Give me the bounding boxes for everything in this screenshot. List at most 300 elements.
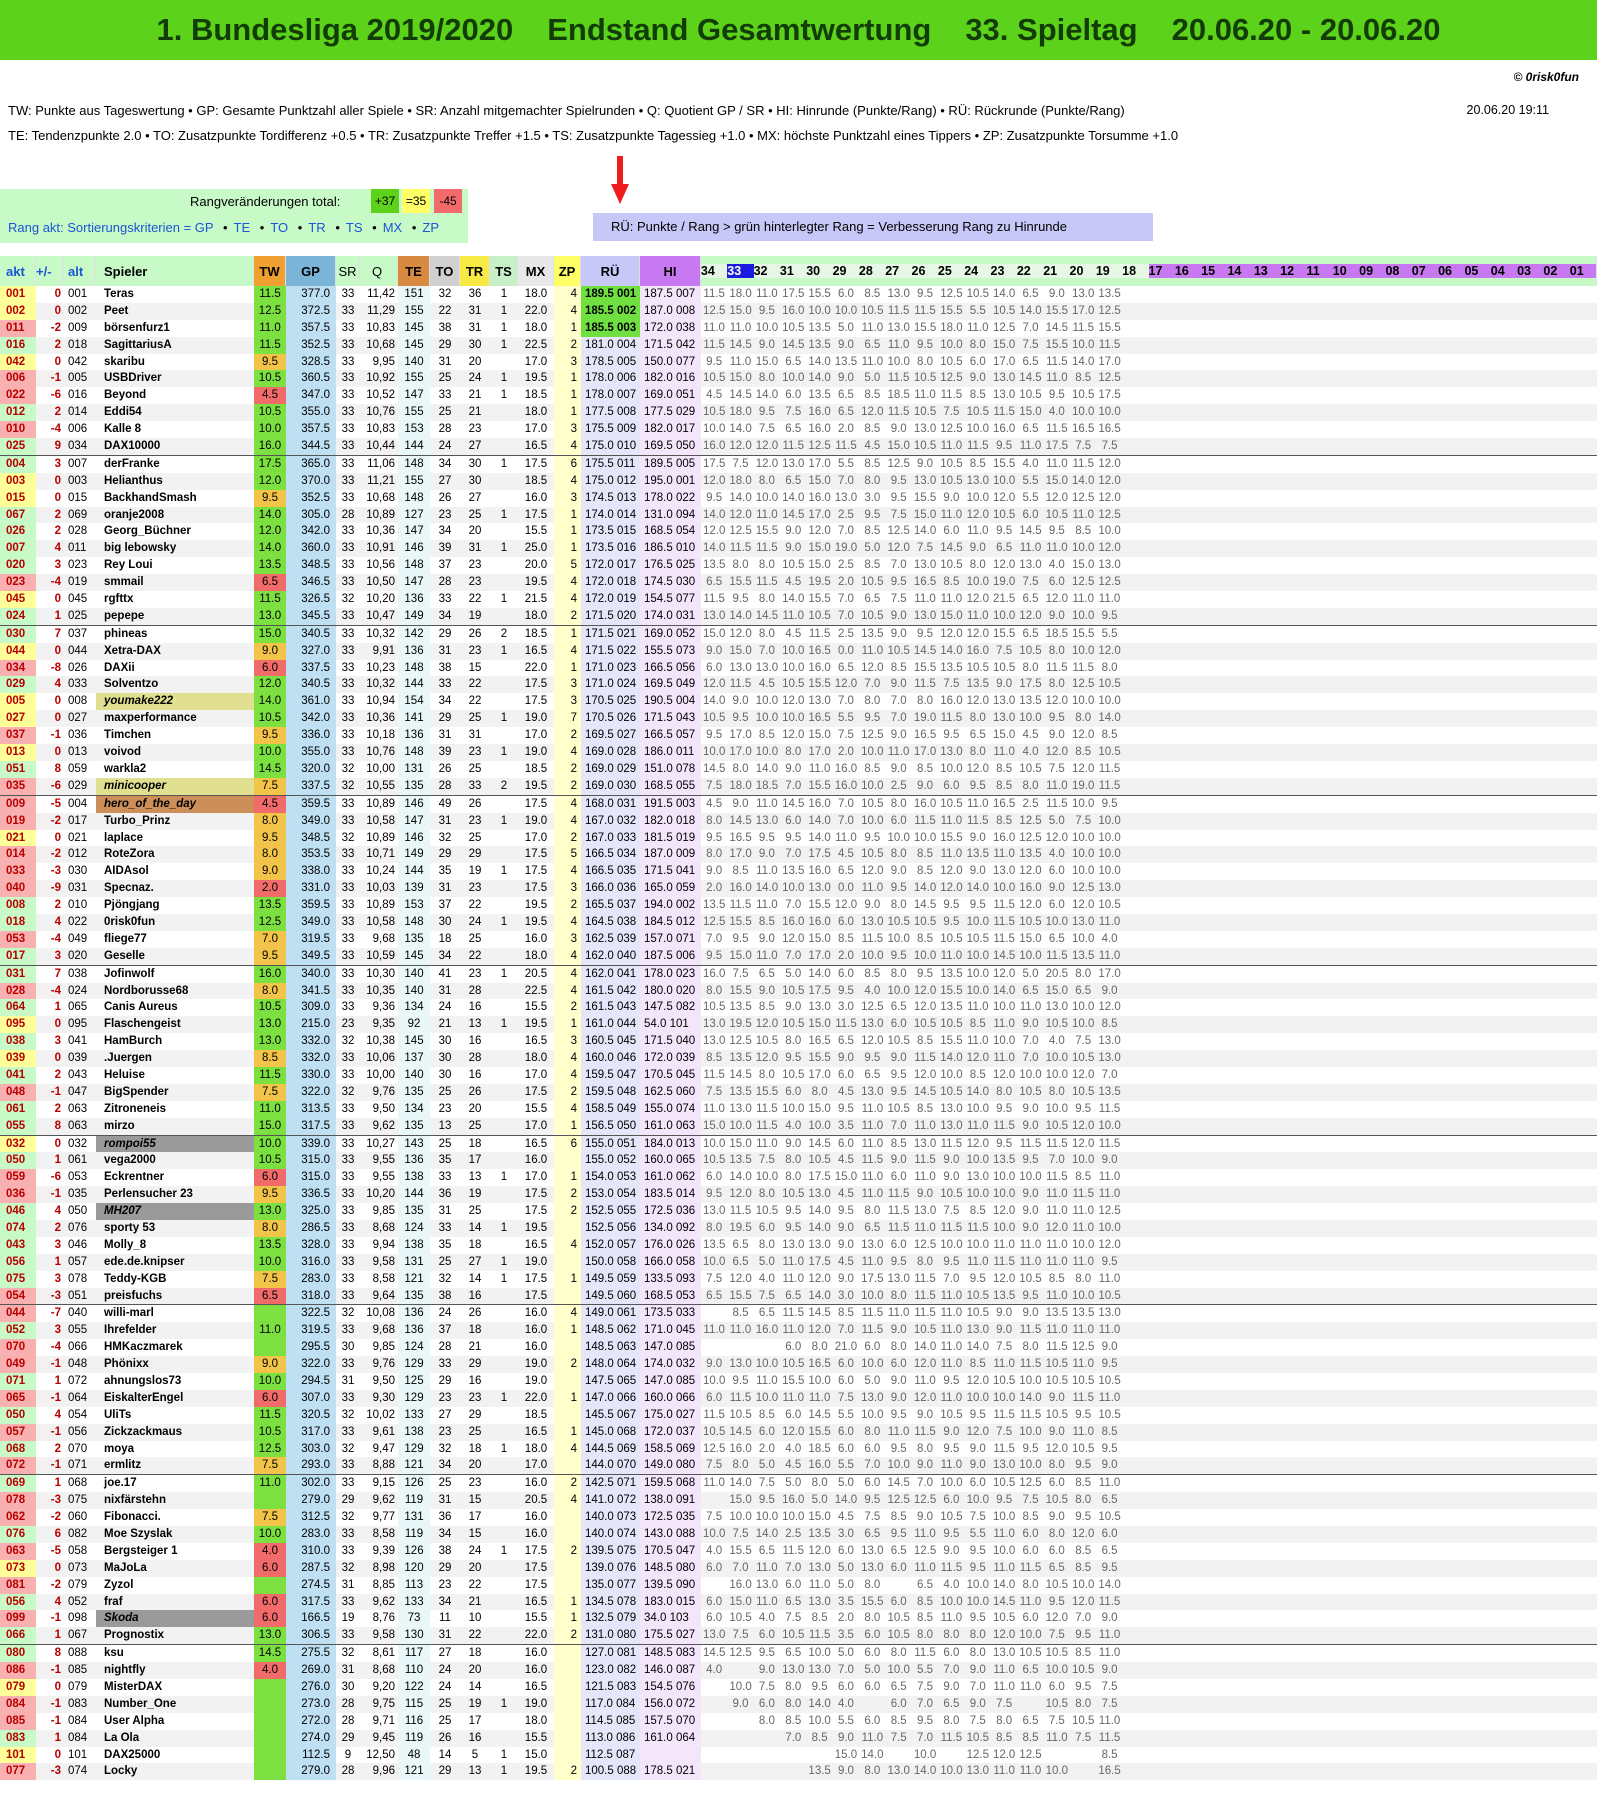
- quotient: 8,68: [372, 1664, 395, 1677]
- matchday-cell: [1202, 744, 1228, 761]
- player-name[interactable]: Xetra-DAX: [104, 644, 161, 657]
- player-name[interactable]: DAX10000: [104, 440, 161, 453]
- max-points: 19.5: [524, 779, 548, 792]
- col-matchday-02[interactable]: 02: [1543, 264, 1569, 278]
- matchday-cell: [1334, 1254, 1360, 1271]
- col-alt[interactable]: alt: [64, 256, 96, 286]
- matchday-cell: 6.0: [837, 1544, 854, 1557]
- matchday-cell: 7.5: [758, 423, 775, 436]
- player-name[interactable]: willi-marl: [104, 1307, 154, 1320]
- col-matchday-07[interactable]: 07: [1412, 264, 1438, 278]
- rank-current: 012: [0, 404, 36, 421]
- player-name[interactable]: Beyond: [104, 389, 147, 402]
- col-matchday-11[interactable]: 11: [1306, 264, 1332, 278]
- player-name[interactable]: maxperformance: [104, 712, 197, 725]
- player-name[interactable]: Turbo_Prinz: [104, 814, 171, 827]
- player-name[interactable]: Molly_8: [104, 1238, 147, 1251]
- col-ru[interactable]: RÜ: [581, 256, 640, 286]
- player-name[interactable]: Flaschengeist: [104, 1018, 181, 1031]
- player-name[interactable]: MH207: [96, 1203, 254, 1220]
- player-name[interactable]: voivod: [104, 746, 142, 759]
- matchday-cell: [1228, 320, 1254, 337]
- matchday-cell: [1123, 303, 1149, 320]
- player-name[interactable]: Skoda: [96, 1610, 254, 1627]
- player-name[interactable]: sporty 53: [104, 1221, 156, 1234]
- player-name[interactable]: vega2000: [104, 1154, 156, 1167]
- col-matchday-19[interactable]: 19: [1096, 264, 1122, 278]
- col-matchday-17[interactable]: 17: [1149, 264, 1175, 278]
- matchday-cell: [1281, 1662, 1307, 1679]
- col-matchday-30[interactable]: 30: [806, 264, 832, 278]
- matchday-cell: 12.0: [1045, 491, 1069, 504]
- rounds: 33: [341, 814, 355, 827]
- quotient: 9,45: [372, 1731, 395, 1744]
- matchday-cell: [1255, 1136, 1281, 1153]
- player-name[interactable]: Jofinwolf: [104, 967, 155, 980]
- player-name[interactable]: youmake222: [96, 693, 254, 710]
- matchday-cell: [1334, 1509, 1360, 1526]
- col-matchday-06[interactable]: 06: [1438, 264, 1464, 278]
- matchday-cell: [1571, 676, 1597, 693]
- player-name[interactable]: pepepe: [104, 609, 145, 622]
- matchday-cell: 10.5: [1072, 1052, 1095, 1065]
- col-te[interactable]: TE: [398, 256, 430, 286]
- tendency-points: 124: [398, 1220, 430, 1237]
- matchday-cell: [1413, 1645, 1439, 1662]
- player-name[interactable]: Heluise: [104, 1068, 145, 1081]
- col-tr[interactable]: TR: [460, 256, 490, 286]
- player-name[interactable]: Helianthus: [104, 474, 163, 487]
- tendency-points: 138: [398, 1237, 430, 1254]
- player-name[interactable]: moya: [104, 1442, 135, 1455]
- matchday-cell: [1360, 354, 1386, 371]
- player-name[interactable]: AIDAsol: [104, 865, 149, 878]
- matchday-cell: 2.0: [837, 423, 854, 436]
- matchday-cell: [1307, 1169, 1333, 1186]
- matchday-cell: [1492, 1475, 1518, 1492]
- col-matchday-25[interactable]: 25: [938, 264, 964, 278]
- matchday-cell: 10.5: [1072, 1714, 1095, 1727]
- player-name[interactable]: Georg_Büchner: [104, 525, 191, 538]
- matchday-cell: [1334, 744, 1360, 761]
- matchday-cell: [1281, 1254, 1307, 1271]
- matchday-cell: 7.0: [837, 695, 854, 708]
- player-name[interactable]: Eckrentner: [104, 1171, 165, 1184]
- col-matchday-15[interactable]: 15: [1201, 264, 1227, 278]
- max-points: 16.5: [524, 440, 548, 453]
- col-matchday-28[interactable]: 28: [859, 264, 885, 278]
- matchday-cell: 11.0: [1072, 1358, 1094, 1371]
- col-matchday-16[interactable]: 16: [1175, 264, 1201, 278]
- col-matchday-34[interactable]: 34: [701, 264, 727, 278]
- matchday-cell: 11.0: [967, 525, 989, 538]
- player-name[interactable]: Moe Szyslak: [104, 1528, 173, 1541]
- matchday-cell: [1439, 966, 1465, 983]
- col-matchday-05[interactable]: 05: [1464, 264, 1490, 278]
- total-points: 328.5: [286, 354, 336, 371]
- player-name[interactable]: ede.de.knipser: [104, 1255, 185, 1268]
- matchday-cell: 6.5: [837, 865, 854, 878]
- quotient: 10,68: [366, 491, 395, 504]
- player-name[interactable]: preisfuchs: [104, 1289, 163, 1302]
- day-win-points: [490, 1492, 518, 1509]
- matchday-cell: [1149, 796, 1175, 813]
- col-matchday-31[interactable]: 31: [780, 264, 806, 278]
- matchday-cell: [1545, 643, 1571, 660]
- matchday-cell: 14.5: [992, 1595, 1016, 1608]
- matchday-cell: [1334, 1577, 1360, 1594]
- rank-current: 083: [0, 1730, 36, 1747]
- col-change[interactable]: +/-: [36, 256, 64, 286]
- player-name[interactable]: oranje2008: [104, 508, 165, 521]
- player-name[interactable]: Zitroneneis: [104, 1102, 166, 1115]
- col-sr[interactable]: SR: [336, 256, 360, 286]
- matchday-cell: [1175, 914, 1201, 931]
- matchday-cell: 11.0: [1046, 1205, 1068, 1218]
- matchday-cell: 17.0: [1098, 355, 1121, 368]
- player-name[interactable]: nixfärstehn: [104, 1494, 166, 1507]
- player-name[interactable]: HamBurch: [104, 1035, 163, 1048]
- player-name[interactable]: Solventzo: [104, 678, 159, 691]
- player-name[interactable]: MaJoLa: [104, 1561, 147, 1574]
- player-name[interactable]: hero_of_the_day: [96, 796, 254, 813]
- matchday-cell: [1123, 744, 1149, 761]
- player-name[interactable]: big lebowsky: [104, 542, 177, 555]
- player-name[interactable]: fliege77: [104, 932, 147, 945]
- matchday-cell: [1360, 1067, 1386, 1084]
- player-name[interactable]: BigSpender: [104, 1085, 169, 1098]
- rank-change: 8: [54, 762, 61, 775]
- matchday-cell: [1439, 286, 1465, 303]
- matchday-cell: 17.0: [729, 746, 752, 759]
- col-matchday-09[interactable]: 09: [1359, 264, 1385, 278]
- matchday-cell: [1386, 1016, 1412, 1033]
- rounds: 33: [341, 932, 355, 945]
- matchday-cell: 12.5: [887, 525, 910, 538]
- col-matchday-27[interactable]: 27: [885, 264, 911, 278]
- col-matchday-32[interactable]: 32: [754, 264, 780, 278]
- matchday-cell: [1386, 1050, 1412, 1067]
- player-name[interactable]: EiskalterEngel: [104, 1391, 184, 1404]
- matchday-cell: 6.5: [864, 1221, 881, 1234]
- matchday-cell: [1413, 387, 1439, 404]
- second-half: 141.0 072: [581, 1492, 640, 1509]
- table-row: [0, 830, 1597, 847]
- goal-sum-points: 1: [554, 320, 581, 337]
- matchday-cell: [1439, 761, 1465, 778]
- matchday-cell: 8.0: [943, 1714, 960, 1727]
- matchday-cell: 9.0: [837, 372, 854, 385]
- matchday-cell: [1149, 1543, 1175, 1560]
- col-matchday-01[interactable]: 01: [1570, 264, 1596, 278]
- matchday-cell: 7.0: [785, 779, 802, 792]
- player-name[interactable]: Ihrefelder: [104, 1324, 157, 1337]
- player-name[interactable]: ksu: [104, 1647, 124, 1660]
- matchday-cell: 11.0: [808, 1578, 831, 1591]
- matchday-cell: [1228, 1424, 1254, 1441]
- matchday-cell: 14.5: [913, 644, 937, 657]
- col-matchday-18[interactable]: 18: [1122, 264, 1148, 278]
- tendency-points: 135: [398, 931, 430, 948]
- matchday-cell: 11.0: [756, 865, 778, 878]
- player-name[interactable]: rompoi55: [96, 1136, 254, 1153]
- col-matchday-20[interactable]: 20: [1070, 264, 1096, 278]
- table-row: [0, 404, 1597, 421]
- col-hi[interactable]: HI: [640, 256, 701, 286]
- player-name[interactable]: MisterDAX: [104, 1681, 163, 1694]
- player-name[interactable]: BackhandSmash: [104, 491, 197, 504]
- matchday-cell: [886, 1747, 912, 1764]
- matchday-cell: 6.0: [1101, 1528, 1118, 1541]
- player-name[interactable]: warkla2: [104, 762, 147, 775]
- matchday-cell: [1465, 796, 1491, 813]
- day-win-points: 1: [500, 865, 508, 878]
- player-name[interactable]: rgfttx: [104, 593, 134, 606]
- hit-points: 22: [468, 593, 482, 606]
- matchday-cell: [1439, 983, 1465, 1000]
- player-name[interactable]: UliTs: [104, 1408, 132, 1421]
- player-name[interactable]: laplace: [104, 831, 143, 844]
- rounds: 33: [341, 423, 355, 436]
- matchday-cell: 10.5: [913, 1324, 937, 1337]
- col-mx[interactable]: MX: [518, 256, 554, 286]
- matchday-cell: [1149, 931, 1175, 948]
- matchday-cell: 8.0: [1048, 644, 1065, 657]
- matchday-cell: [1202, 404, 1228, 421]
- col-matchday-21[interactable]: 21: [1043, 264, 1069, 278]
- col-matchday-04[interactable]: 04: [1491, 264, 1517, 278]
- player-name[interactable]: Locky: [104, 1765, 138, 1778]
- matchday-cell: [859, 1696, 885, 1713]
- matchday-cell: [1439, 404, 1465, 421]
- player-name[interactable]: HMKaczmarek: [104, 1341, 183, 1354]
- player-name[interactable]: nightfly: [104, 1664, 146, 1677]
- col-matchday-13[interactable]: 13: [1254, 264, 1280, 278]
- total-points: 349.5: [286, 948, 336, 965]
- matchday-cell: 13.0: [992, 865, 1016, 878]
- matchday-cell: 12.5: [940, 423, 963, 436]
- player-name[interactable]: Teras: [104, 288, 134, 300]
- quotient: 10,89: [366, 831, 395, 844]
- col-tw[interactable]: TW: [254, 256, 286, 286]
- matchday-cell: [1123, 1084, 1149, 1101]
- matchday-cell: [1202, 1662, 1228, 1679]
- matchday-cell: [1307, 999, 1333, 1016]
- matchday-cell: [1334, 983, 1360, 1000]
- matchday-cell: [1175, 1390, 1201, 1407]
- player-name[interactable]: Specnaz.: [104, 882, 154, 895]
- col-to[interactable]: TO: [430, 256, 460, 286]
- matchday-cell: [1518, 370, 1544, 387]
- player-name[interactable]: Zyzol: [104, 1578, 134, 1591]
- hit-points: 17: [468, 1714, 482, 1727]
- matchday-cell: [1465, 1186, 1491, 1203]
- matchday-cell: 12.5: [1072, 576, 1095, 589]
- matchday-cell: 12.5: [940, 372, 963, 385]
- matchday-cell: [1571, 1645, 1597, 1662]
- matchday-cell: [1202, 523, 1228, 540]
- player-name[interactable]: phineas: [104, 627, 148, 640]
- matchday-cell: 9.0: [969, 1664, 986, 1677]
- matchday-cell: [1518, 473, 1544, 490]
- col-matchday-12[interactable]: 12: [1280, 264, 1306, 278]
- player-name[interactable]: ahnungslos73: [104, 1375, 182, 1387]
- player-name[interactable]: SagittariusA: [104, 338, 172, 351]
- col-akt[interactable]: akt: [0, 256, 36, 286]
- matchday-cell: [1334, 608, 1360, 625]
- matchday-cell: 10.0: [992, 1511, 1016, 1524]
- table-row: [0, 286, 1597, 303]
- player-name[interactable]: Phönixx: [104, 1358, 149, 1371]
- matchday-cell: 10.0: [940, 338, 963, 351]
- player-name[interactable]: Number_One: [104, 1697, 177, 1710]
- player-name[interactable]: Timchen: [104, 729, 152, 742]
- col-matchday-10[interactable]: 10: [1333, 264, 1359, 278]
- matchday-cell: 13.0: [1098, 1307, 1121, 1320]
- matchday-cell: 9.0: [1101, 1459, 1118, 1472]
- col-spieler[interactable]: Spieler: [96, 256, 254, 286]
- matchday-cell: [1228, 863, 1254, 880]
- matchday-cell: 6.5: [917, 1578, 934, 1591]
- quotient: 10,68: [366, 338, 395, 351]
- col-zp[interactable]: ZP: [554, 256, 581, 286]
- matchday-cell: [1465, 1101, 1491, 1118]
- player-name[interactable]: DAXii: [104, 661, 135, 674]
- day-points: 6.0: [254, 1594, 286, 1611]
- player-name[interactable]: Eddi54: [104, 406, 142, 419]
- player-name[interactable]: RoteZora: [104, 848, 155, 861]
- matchday-cell: 6.0: [785, 389, 802, 402]
- col-matchday-24[interactable]: 24: [964, 264, 990, 278]
- day-win-points: 1: [500, 372, 508, 385]
- rank-down-count: -45: [434, 189, 462, 213]
- matchday-cell: 13.0: [887, 1765, 910, 1778]
- player-name[interactable]: .Juergen: [104, 1052, 152, 1065]
- matchday-cell: [1439, 320, 1465, 337]
- matchday-cell: [1334, 1288, 1360, 1305]
- matchday-cell: 10.0: [966, 1595, 989, 1608]
- matchday-cell: [1439, 608, 1465, 625]
- player-name[interactable]: Prognostix: [104, 1629, 165, 1642]
- day-points: 8.0: [254, 813, 286, 830]
- matchday-cell: 14.0: [808, 355, 831, 368]
- matchday-cell: [1518, 761, 1544, 778]
- matchday-cell: 13.0: [808, 1561, 831, 1574]
- player-name[interactable]: fraf: [104, 1595, 123, 1608]
- player-name[interactable]: mirzo: [104, 1119, 135, 1132]
- player-name[interactable]: ermlitz: [104, 1459, 142, 1472]
- rank-previous: 074: [68, 1765, 88, 1778]
- player-name[interactable]: Canis Aureus: [104, 1001, 178, 1014]
- matchday-cell: [1149, 778, 1175, 795]
- hit-points: 28: [468, 984, 482, 997]
- player-name[interactable]: Kalle 8: [104, 423, 142, 436]
- matchday-cell: 10.0: [782, 661, 805, 674]
- matchday-cell: [1545, 1763, 1571, 1780]
- player-name[interactable]: DAX25000: [104, 1748, 161, 1761]
- player-name[interactable]: Fibonacci.: [104, 1511, 161, 1524]
- quotient: 10,00: [366, 762, 395, 775]
- col-matchday-03[interactable]: 03: [1517, 264, 1543, 278]
- player-name[interactable]: minicooper: [96, 778, 254, 795]
- matchday-cell: [1307, 727, 1333, 744]
- goal-sum-points: 3: [554, 421, 581, 438]
- rank-change: 2: [54, 1442, 61, 1455]
- col-gp[interactable]: GP: [286, 256, 336, 286]
- rank-current: 009: [0, 796, 36, 813]
- matchday-cell: 11.0: [729, 1324, 752, 1337]
- matchday-cell: [1571, 796, 1597, 813]
- player-name[interactable]: Rey Loui: [104, 559, 153, 572]
- max-points: 17.5: [524, 865, 548, 878]
- matchday-cell: [1255, 438, 1281, 455]
- player-name[interactable]: La Ola: [104, 1731, 140, 1744]
- quotient: 10,32: [366, 627, 395, 640]
- player-name[interactable]: 0risk0fun: [104, 915, 156, 928]
- player-name[interactable]: skaribu: [104, 355, 145, 368]
- col-matchday-08[interactable]: 08: [1385, 264, 1411, 278]
- player-name[interactable]: joe.17: [104, 1477, 137, 1490]
- matchday-cell: 9.0: [890, 423, 907, 436]
- matchday-cell: [1307, 1033, 1333, 1050]
- day-points: 10.5: [254, 370, 286, 387]
- day-win-points: [490, 1186, 518, 1203]
- second-half: 166.5 034: [581, 846, 640, 863]
- matchday-cell: 13.0: [861, 915, 884, 928]
- player-name[interactable]: Perlensucher 23: [104, 1188, 193, 1201]
- table-row: [0, 1101, 1597, 1118]
- max-points: 16.0: [524, 1528, 548, 1541]
- col-matchday-29[interactable]: 29: [833, 264, 859, 278]
- player-name[interactable]: Teddy-KGB: [104, 1272, 167, 1285]
- player-name[interactable]: Peet: [104, 304, 129, 317]
- col-ts[interactable]: TS: [490, 256, 518, 286]
- matchday-cell: [1228, 931, 1254, 948]
- player-name[interactable]: Geselle: [104, 949, 145, 962]
- col-q[interactable]: Q: [360, 256, 398, 286]
- col-matchday-14[interactable]: 14: [1227, 264, 1253, 278]
- player-name[interactable]: smmail: [104, 576, 144, 589]
- player-name[interactable]: Nordborusse68: [104, 984, 189, 997]
- matchday-cell: [1439, 796, 1465, 813]
- col-matchday-33[interactable]: 33: [727, 264, 753, 278]
- matchday-cell: 10.5: [940, 1085, 963, 1098]
- player-name[interactable]: User Alpha: [104, 1714, 165, 1727]
- player-name[interactable]: Bergsteiger 1: [104, 1544, 178, 1557]
- player-name[interactable]: USBDriver: [104, 372, 162, 385]
- matchday-cell: 12.0: [913, 1068, 937, 1081]
- matchday-cell: 6.0: [1022, 1612, 1039, 1625]
- matchday-cell: [1386, 1305, 1412, 1322]
- quotient: 8,58: [372, 1272, 395, 1285]
- col-matchday-22[interactable]: 22: [1017, 264, 1043, 278]
- col-matchday-23[interactable]: 23: [991, 264, 1017, 278]
- matchday-cell: [1360, 1457, 1386, 1474]
- player-name[interactable]: Zickzackmaus: [104, 1425, 182, 1438]
- max-points: 16.0: [524, 932, 548, 945]
- hit-points: 23: [468, 644, 482, 657]
- player-name[interactable]: börsenfurz1: [104, 321, 170, 334]
- rank-previous: 055: [68, 1324, 88, 1337]
- matchday-cell: 10.5: [940, 355, 963, 368]
- col-matchday-26[interactable]: 26: [912, 264, 938, 278]
- matchday-cell: 8.5: [969, 1068, 986, 1081]
- player-name[interactable]: Pjöngjang: [104, 899, 160, 912]
- matchday-cell: 10.5: [1045, 1647, 1069, 1660]
- player-name[interactable]: derFranke: [104, 457, 160, 470]
- tendency-points: 136: [398, 727, 430, 744]
- matchday-cell: [1175, 1152, 1201, 1169]
